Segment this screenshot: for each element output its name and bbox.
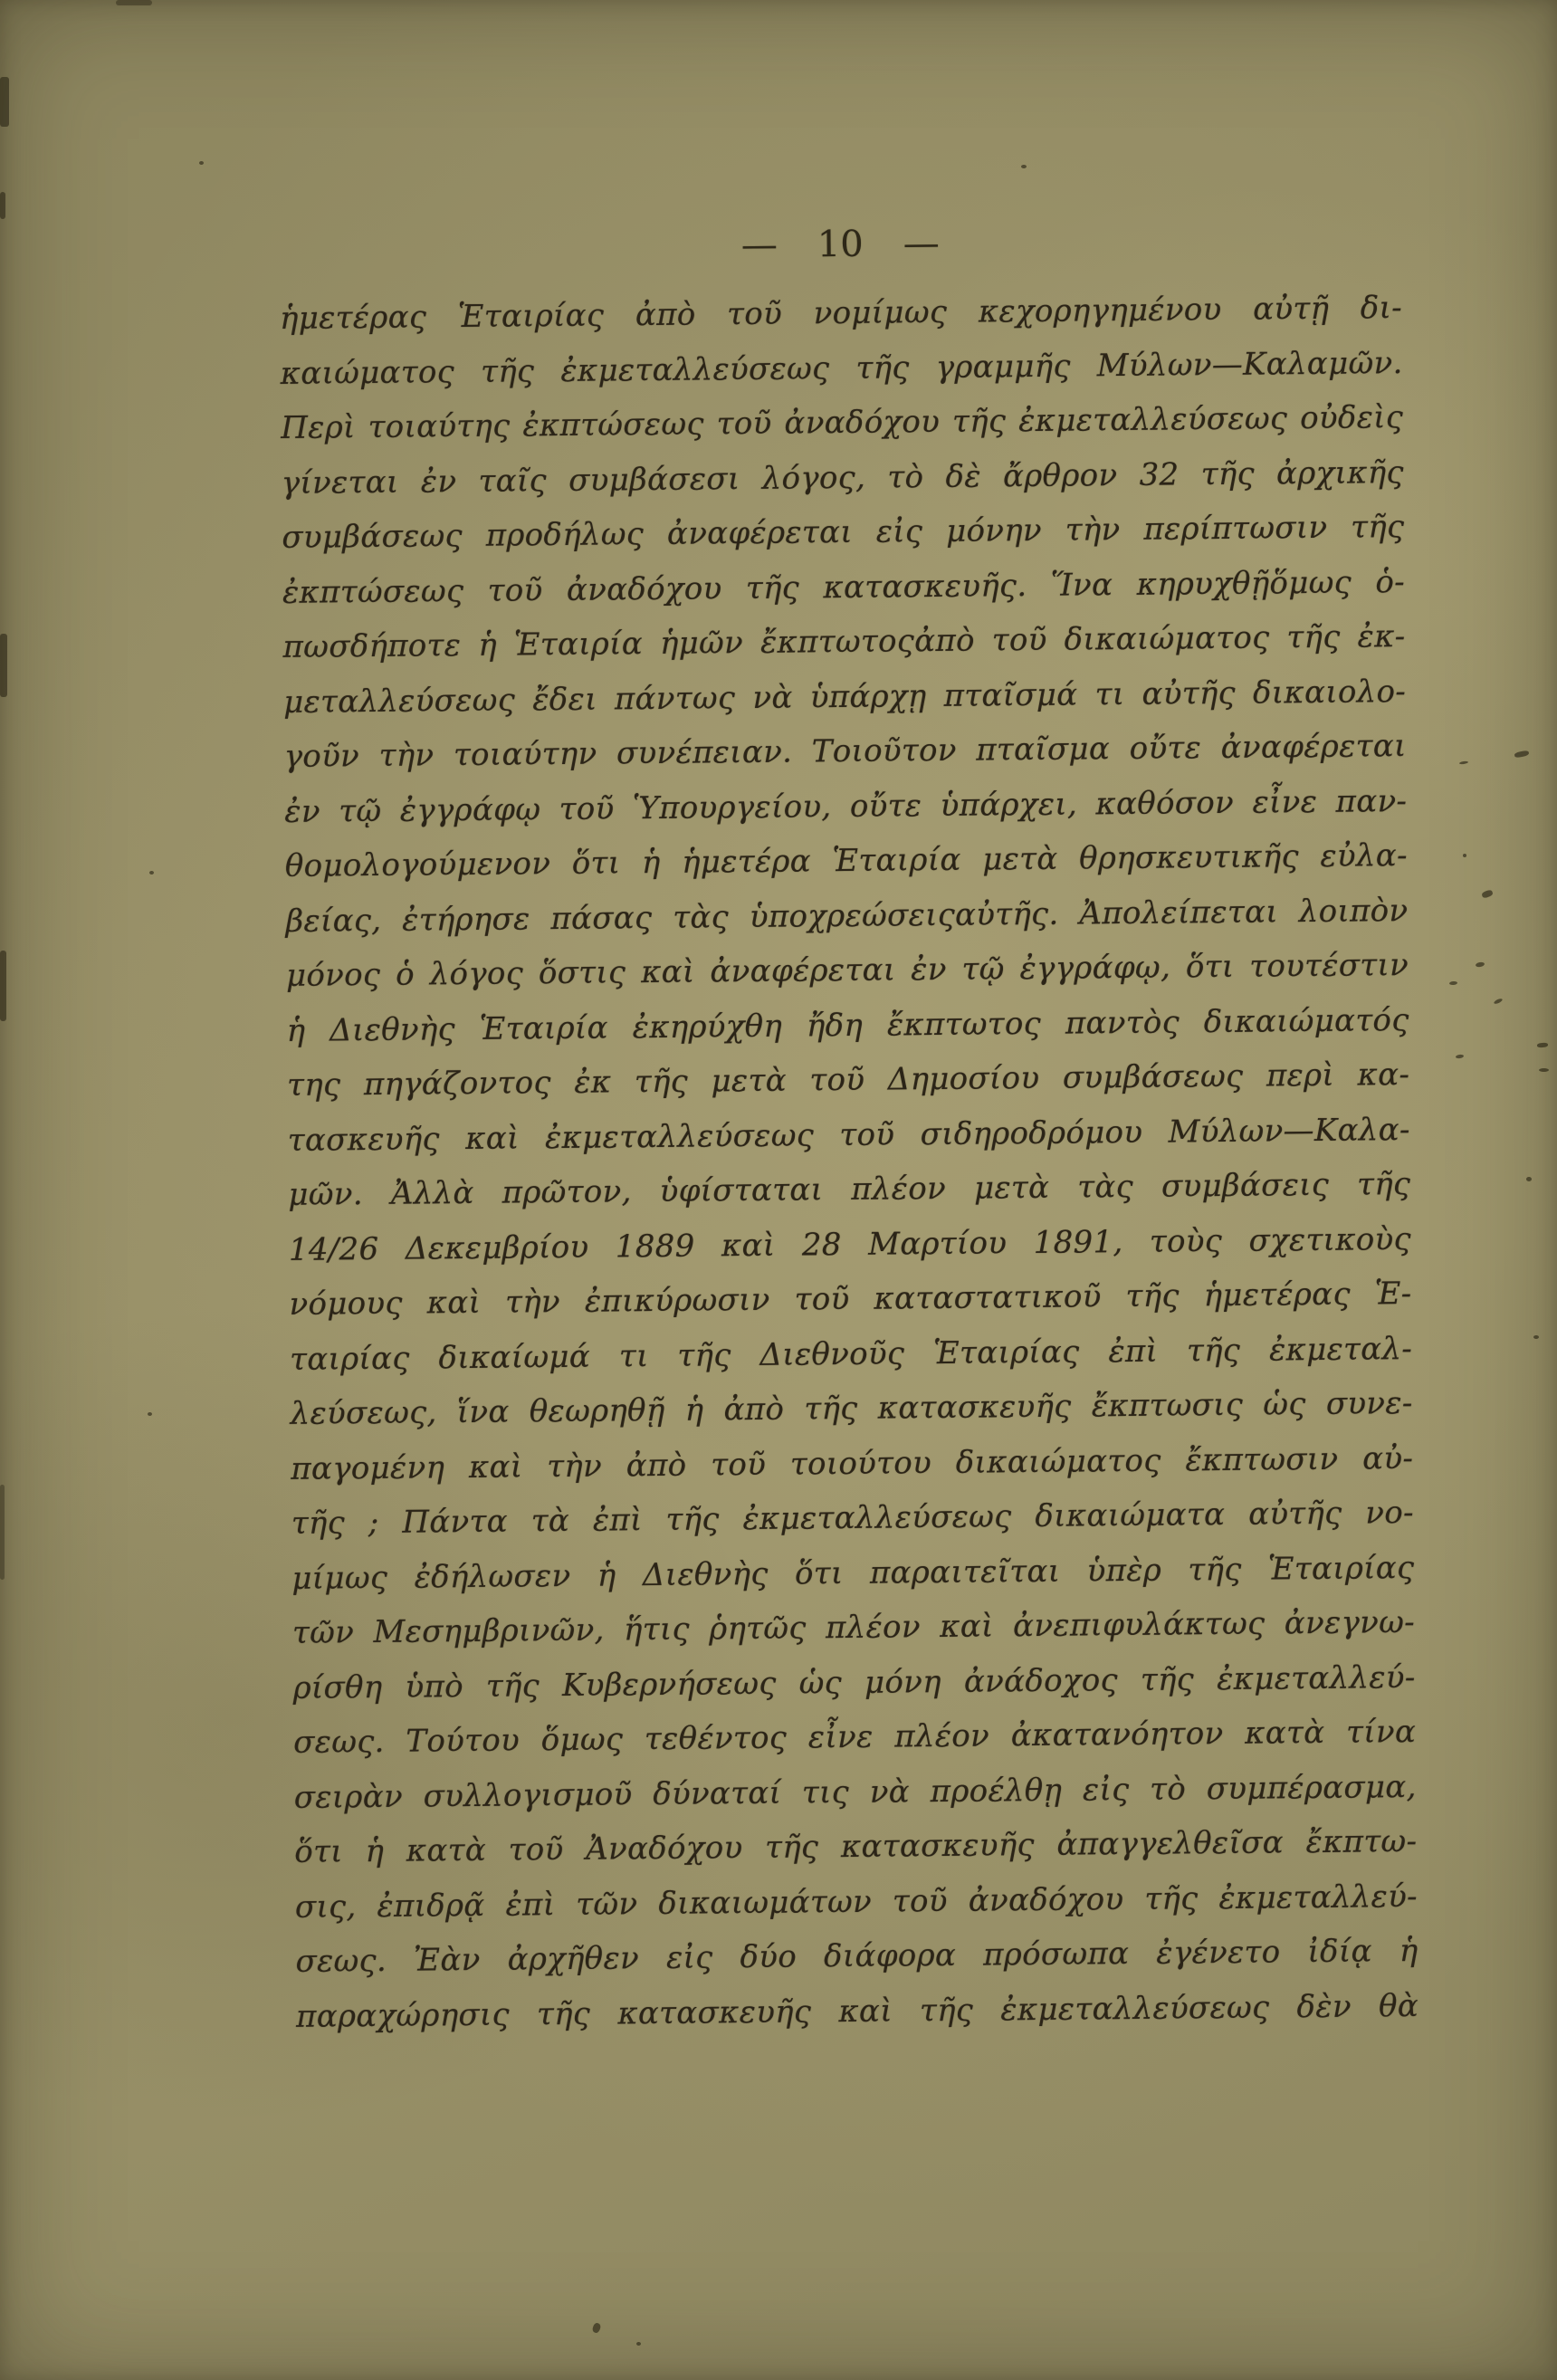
ink-speck [1494,998,1504,1005]
ink-speck [636,2342,641,2346]
ink-speck [1459,760,1468,764]
text-line: καιώματος τῆς ἐκμεταλλεύσεως τῆς γραμμῆς Μύλων—Καλαμῶν. [280,344,1403,392]
ink-speck [1456,1054,1464,1058]
ink-speck [1463,854,1466,857]
text-line: μεταλλεύσεως ἔδει πάντως νὰ ὑπάρχῃ πταῖσμά τι αὐτῆς δικαιολο- [282,673,1407,721]
text-line: σις, ἐπιδρᾷ ἐπὶ τῶν δικαιωμάτων τοῦ ἀναδόχου τῆς ἐκμεταλλεύ- [294,1878,1418,1926]
text-line: μῶν. Ἀλλὰ πρῶτον, ὑφίσταται πλέον μετὰ τὰς συμβάσεις τῆς [288,1165,1411,1213]
text-line: σειρὰν συλλογισμοῦ δύναταί τις νὰ προέλθῃ εἰς τὸ συμπέρασμα, [293,1768,1417,1816]
text-line: Περὶ τοιαύτης ἐκπτώσεως τοῦ ἀναδόχου τῆς ἐκμεταλλεύσεως οὐδεὶς [281,399,1404,446]
page-number-value: 10 [817,223,864,266]
body-text [280,281,1419,2044]
text-line: τῆς ; Πάντα τὰ ἐπὶ τῆς ἐκμεταλλεύσεως δικαιώματα αὐτῆς νο- [291,1494,1414,1542]
text-line: ὅτι ἡ κατὰ τοῦ Ἀναδόχου τῆς κατασκευῆς ἀπαγγελθεῖσα ἔκπτω- [294,1822,1418,1870]
ink-speck [1537,1042,1548,1047]
text-line: σεως. Ἐὰν ἀρχῆθεν εἰς δύο διάφορα πρόσωπα ἐγένετο ἰδίᾳ ἡ [295,1932,1418,1980]
text-line: τῶν Μεσημβρινῶν, ἥτις ῥητῶς πλέον καὶ ἀνεπιφυλάκτως ἀνεγνω- [291,1603,1416,1651]
text-line: της πηγάζοντος ἐκ τῆς μετὰ τοῦ Δημοσίου συμβάσεως περὶ κα- [287,1056,1410,1104]
text-line: μόνος ὁ λόγος ὅστις καὶ ἀναφέρεται ἐν τῷ ἐγγράφῳ, ὅτι τουτέστιν [285,947,1409,994]
scan-edge-artifact [0,634,7,697]
ink-speck [1526,1177,1532,1181]
text-line: τασκευῆς καὶ ἐκμεταλλεύσεως τοῦ σιδηροδρόμου Μύλων—Καλα- [287,1111,1410,1159]
text-line: γίνεται ἐν ταῖς συμβάσεσι λόγος, τὸ δὲ ἄρθρον 32 τῆς ἀρχικῆς [281,454,1404,502]
page-number [279,210,1402,279]
ink-speck [1514,750,1530,758]
ink-speck [1476,961,1485,968]
text-line: ἐκπτώσεως τοῦ ἀναδόχου τῆς κατασκευῆς. Ἵνα κηρυχθῇὅμως ὁ- [282,563,1406,611]
ink-speck [149,871,154,875]
text-line: μίμως ἐδήλωσεν ἡ Διεθνὴς ὅτι παραιτεῖται ὑπὲρ τῆς Ἑταιρίας [291,1549,1415,1597]
text-line: σεως. Τούτου ὅμως τεθέντος εἶνε πλέον ἀκατανόητον κατὰ τίνα [292,1713,1417,1761]
scan-edge-artifact [0,77,9,127]
text-line: ταιρίας δικαίωμά τι τῆς Διεθνοῦς Ἑταιρίας ἐπὶ τῆς ἐκμεταλ- [289,1330,1413,1378]
text-line: παραχώρησις τῆς κατασκευῆς καὶ τῆς ἐκμεταλλεύσεως δὲν θὰ [295,1987,1419,2035]
text-line: λεύσεως, ἵνα θεωρηθῇ ἡ ἀπὸ τῆς κατασκευῆς ἔκπτωσις ὡς συνε- [290,1384,1413,1432]
text-line: συμβάσεως προδήλως ἀναφέρεται εἰς μόνην τὴν περίπτωσιν τῆς [282,509,1405,556]
ink-speck [1539,1068,1549,1072]
ink-speck [1533,1335,1539,1339]
ink-speck [1481,889,1494,899]
page-content [279,210,1418,2044]
ink-speck [1449,981,1457,986]
ink-speck [199,161,204,165]
text-line: 14/26 Δεκεμβρίου 1889 καὶ 28 Μαρτίου 1891, τοὺς σχετικοὺς [288,1220,1412,1268]
scan-edge-artifact [0,951,6,1021]
page-number-left-dash: — [740,224,778,267]
text-line: βείας, ἐτήρησε πάσας τὰς ὑποχρεώσειςαὐτῆς. Ἀπολείπεται λοιπὸν [285,892,1409,940]
text-line: ρίσθη ὑπὸ τῆς Κυβερνήσεως ὡς μόνη ἀνάδοχος τῆς ἐκμεταλλεύ- [292,1658,1416,1706]
text-line: παγομένη καὶ τὴν ἀπὸ τοῦ τοιούτου δικαιώματος ἔκπτωσιν αὐ- [291,1439,1414,1487]
text-line: ἡ Διεθνὴς Ἑταιρία ἐκηρύχθη ἤδη ἔκπτωτος παντὸς δικαιώματός [286,1001,1409,1049]
ink-speck [591,2322,601,2334]
ink-speck [148,1412,152,1416]
text-line: γοῦν τὴν τοιαύτην συνέπειαν. Τοιοῦτον πταῖσμα οὔτε ἀναφέρεται [283,728,1407,775]
ink-speck [1021,165,1027,168]
scan-edge-artifact [0,1485,5,1580]
page-number-right-dash: — [903,222,940,265]
text-line: πωσδήποτε ἡ Ἑταιρία ἡμῶν ἔκπτωτοςἀπὸ τοῦ δικαιώματος τῆς ἐκ- [282,618,1406,665]
text-line: θομολογούμενον ὅτι ἡ ἡμετέρα Ἑταιρία μετὰ θρησκευτικῆς εὐλα- [284,837,1409,884]
scan-edge-artifact [116,0,152,5]
scan-edge-artifact [0,192,5,219]
text-line: ἡμετέρας Ἑταιρίας ἀπὸ τοῦ νομίμως κεχορηγημένου αὐτῇ δι- [279,290,1403,337]
text-line: νόμους καὶ τὴν ἐπικύρωσιν τοῦ καταστατικοῦ τῆς ἡμετέρας Ἑ- [289,1275,1412,1323]
text-line: ἐν τῷ ἐγγράφῳ τοῦ Ὑπουργείου, οὔτε ὑπάρχει, καθόσον εἶνε παν- [284,782,1408,830]
